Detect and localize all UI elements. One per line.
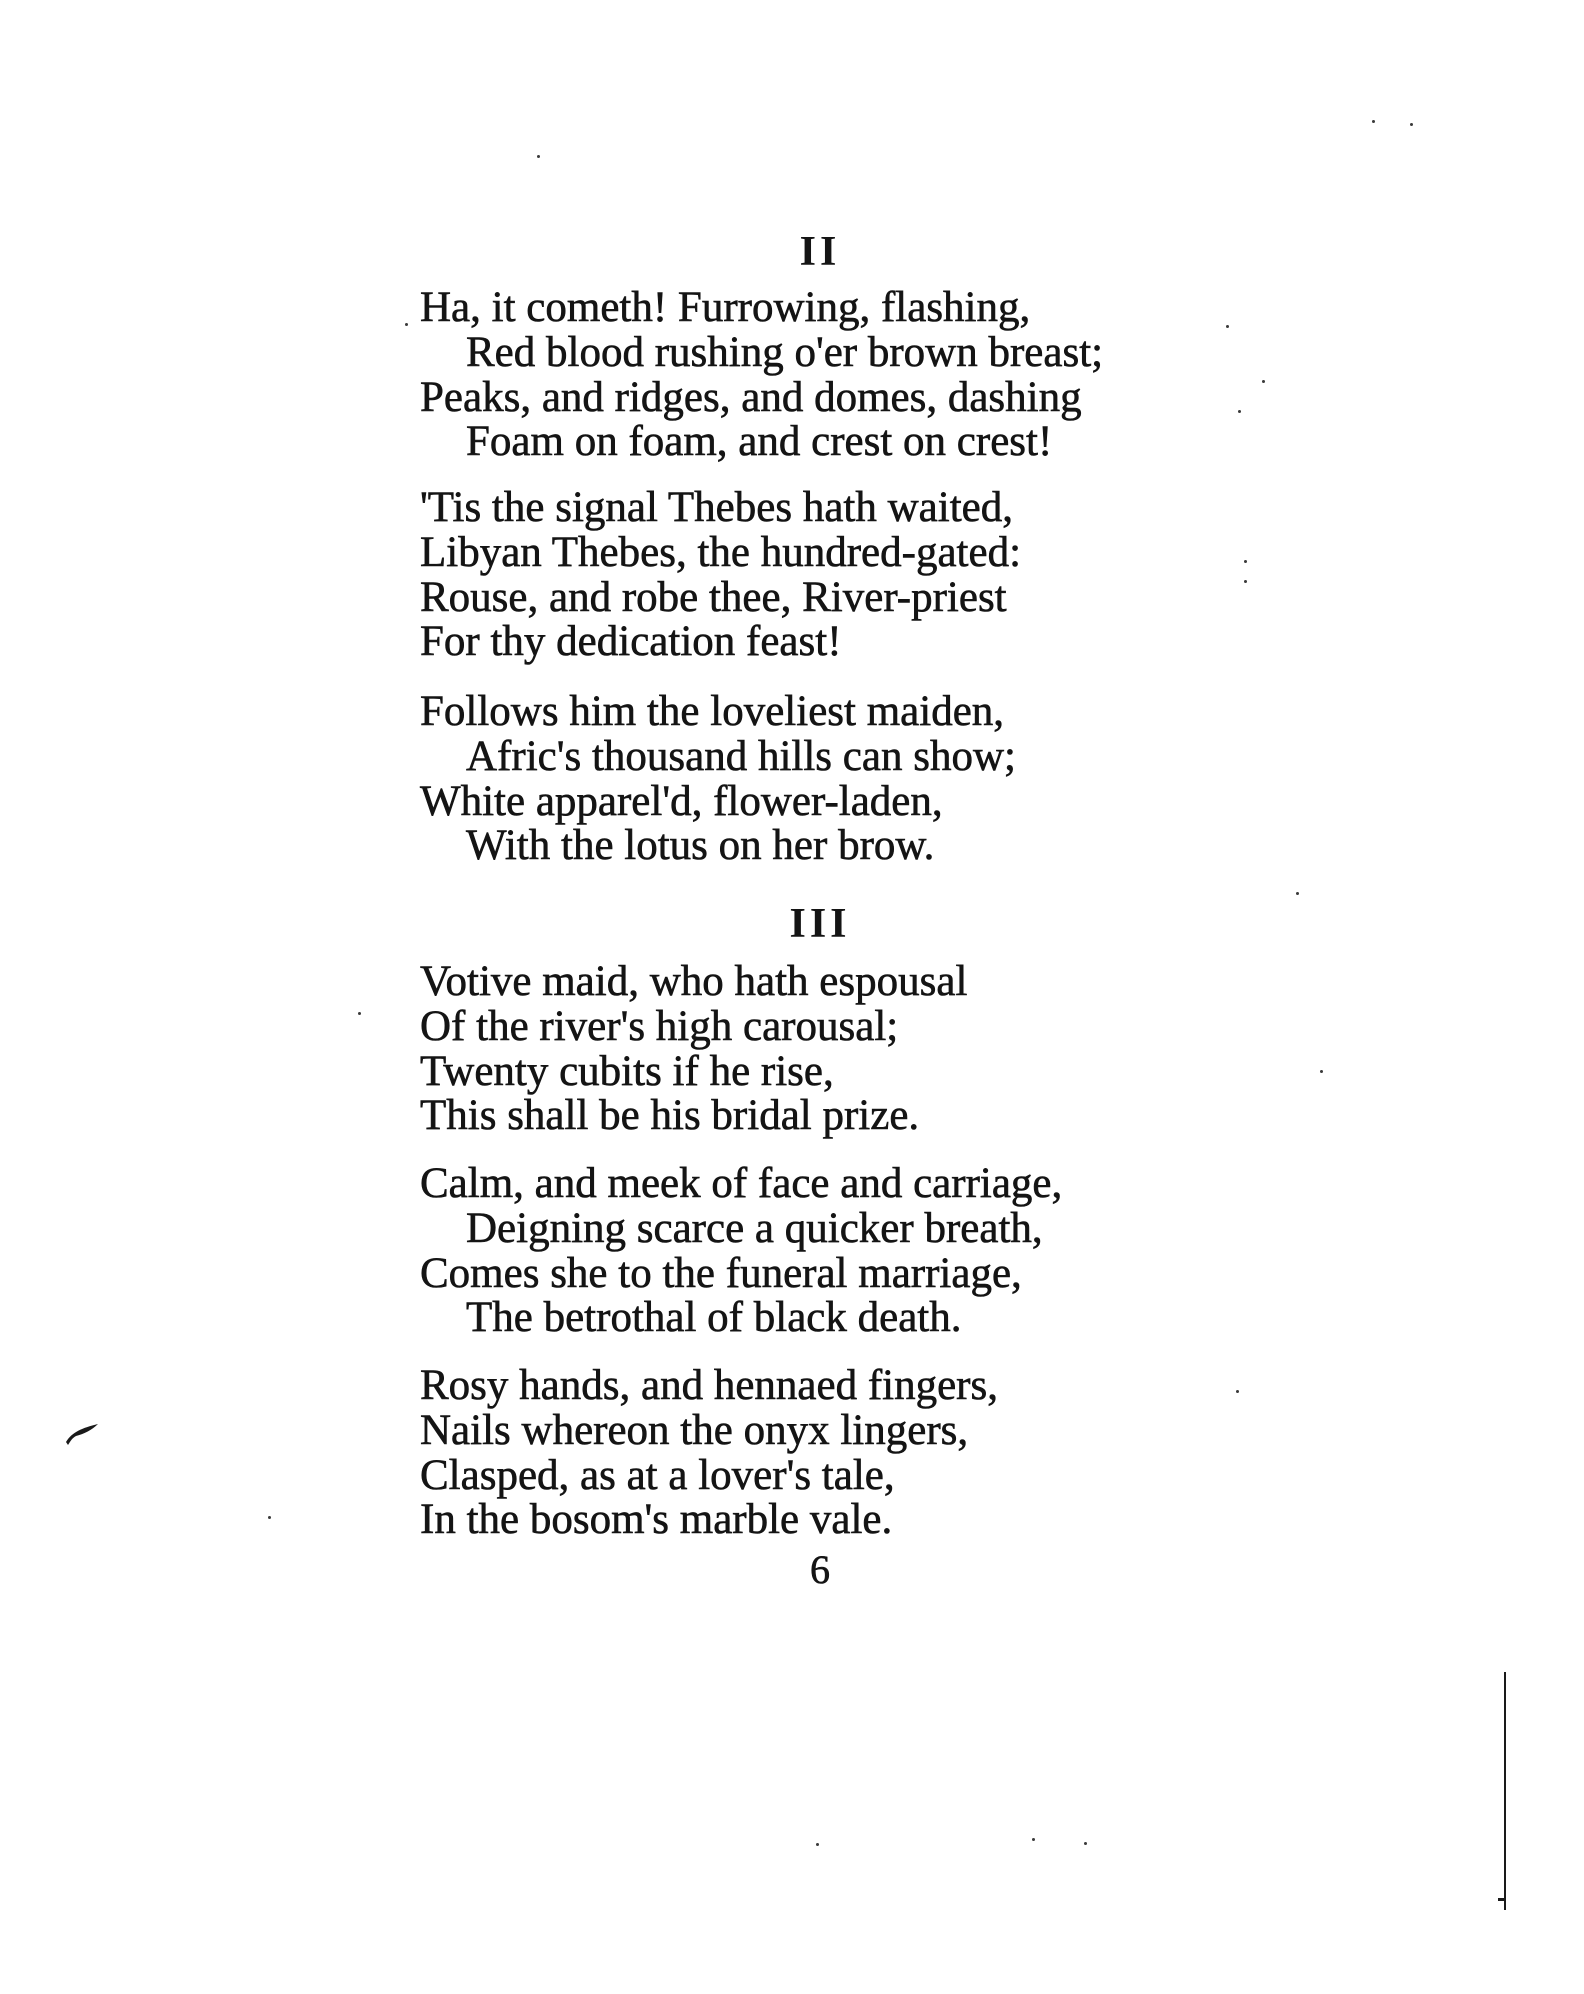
poem-line: Clasped, as at a lover's tale,	[420, 1451, 895, 1499]
stanza	[420, 690, 1420, 869]
poem-line: The betrothal of black death.	[466, 1294, 962, 1342]
poem-line: With the lotus on her brow.	[466, 822, 935, 870]
scan-speck	[358, 1012, 361, 1015]
scan-speck	[1032, 1838, 1035, 1841]
poem-line: Of the river's high carousal;	[420, 1002, 899, 1050]
scan-speck	[1372, 120, 1375, 123]
poem-line: Libyan Thebes, the hundred-gated:	[420, 528, 1022, 576]
poem-line: Peaks, and ridges, and domes, dashing	[420, 373, 1082, 421]
scan-speck	[1320, 1070, 1323, 1073]
scan-speck	[1244, 560, 1247, 563]
poem-line: Twenty cubits if he rise,	[420, 1047, 834, 1095]
poem-line: Afric's thousand hills can show;	[466, 732, 1016, 780]
poem-line: 'Tis the signal Thebes hath waited,	[420, 484, 1013, 531]
section-numeral-ii: II	[799, 229, 841, 275]
ink-smudge	[62, 1418, 104, 1448]
scan-speck	[1244, 580, 1247, 583]
section-numeral-iii: III	[789, 901, 851, 947]
page-number: 6	[810, 1547, 830, 1592]
scan-edge-tick	[1498, 1898, 1504, 1901]
scan-speck	[1296, 892, 1299, 895]
poem-line: Foam on foam, and crest on crest!	[466, 418, 1053, 466]
poem-line: Ha, it cometh! Furrowing, flashing,	[420, 284, 1031, 331]
poem-line: Follows him the loveliest maiden,	[420, 688, 1005, 735]
stanza	[420, 1364, 1420, 1543]
stanza	[420, 960, 1420, 1139]
poem-line: White apparel'd, flower-laden,	[420, 777, 943, 825]
scan-speck	[816, 1843, 819, 1846]
poem-line: This shall be his bridal prize.	[420, 1092, 920, 1140]
scan-speck	[1238, 410, 1241, 413]
poem-line: Nails whereon the onyx lingers,	[420, 1406, 969, 1454]
scan-speck	[1262, 380, 1265, 383]
scan-speck	[268, 1516, 271, 1519]
scan-edge-line	[1504, 1672, 1506, 1910]
scan-speck	[1236, 1390, 1239, 1393]
poem-line: In the bosom's marble vale.	[420, 1496, 893, 1544]
poem-line: Comes she to the funeral marriage,	[420, 1249, 1022, 1297]
poem-line: For thy dedication feast!	[420, 618, 842, 666]
poem-line: Rosy hands, and hennaed fingers,	[420, 1362, 998, 1409]
stanza	[420, 286, 1420, 465]
scan-speck	[405, 323, 408, 326]
poem-line: Calm, and meek of face and carriage,	[420, 1160, 1063, 1207]
poem-line: Deigning scarce a quicker breath,	[466, 1204, 1043, 1252]
stanza	[420, 1162, 1420, 1341]
poem-line: Red blood rushing o'er brown breast;	[466, 328, 1104, 376]
scan-speck	[1084, 1842, 1087, 1845]
scan-speck	[1410, 123, 1413, 126]
scan-speck	[537, 155, 540, 158]
scan-speck	[1226, 325, 1229, 328]
stanza	[420, 486, 1420, 665]
poem-line: Rouse, and robe thee, River-priest	[420, 573, 1007, 621]
poem-line: Votive maid, who hath espousal	[420, 958, 968, 1005]
